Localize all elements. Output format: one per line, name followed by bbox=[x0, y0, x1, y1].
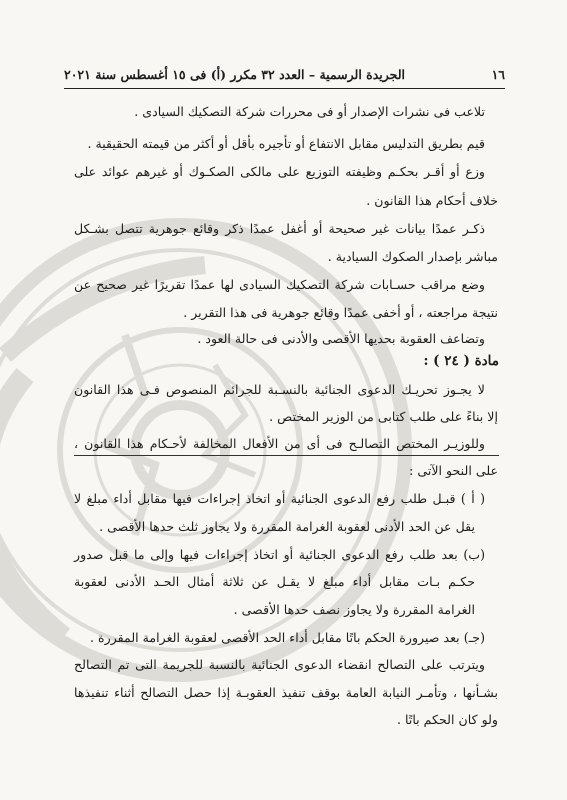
list-item-b: (ب) بعد طلب رفع الدعوى الجنائية أو اتخاذ إجراءات فيها وإلى ما قبل صدور bbox=[74, 547, 485, 562]
text-line: بشـأنها ، وتأمـر النيابة العامة بوقف تنفيذ العقوبـة إذا حصل التصالح أثناء تنفيذها bbox=[74, 685, 498, 700]
list-item-b-cont: حكـم بـات مقابل أداء مبلغ لا يقـل عن ثلاثة أمثال الحـد الأدنى لعقوبة bbox=[74, 574, 475, 589]
text-line: تلاعب فى نشرات الإصدار أو فى محررات شركة التصكيك السيادى . bbox=[134, 104, 485, 119]
article-heading: مادة ( ٢٤ ) : bbox=[423, 353, 499, 369]
list-item-c: (جـ) بعد صيرورة الحكم باتًا مقابل أداء الحد الأقصى لعقوبة الغرامة المقررة . bbox=[90, 630, 485, 645]
text-line: ويترتب على التصالح انقضاء الدعوى الجنائية بالنسبة للجريمة التى تم التصالح bbox=[74, 657, 485, 672]
text-line: نتيجة مراجعته ، أو أخفى عمدًا وقائع جوهرية فى هذا التقرير . bbox=[183, 305, 498, 320]
header-title: الجريدة الرسمية – العدد ٣٢ مكرر (أ) فى ١٥ أغسطس سنة ٢٠٢١ bbox=[64, 66, 406, 82]
text-line: قيم بطريق التدليس مقابل الانتفاع أو تأجيره بأقل أو أكثر من قيمته الحقيقية . bbox=[87, 136, 485, 151]
text-line: لا يجـوز تحريـك الدعوى الجنائية بالنسـبة للجرائم المنصوص فـى هذا القانون bbox=[74, 382, 485, 397]
text-line: وضع مراقب حسـابات شركة التصكيك السيادى لها عمدًا تقريرًا غير صحيح عن bbox=[74, 277, 485, 292]
text-line: إلا بناءً على طلب كتابى من الوزير المختص . bbox=[269, 409, 498, 424]
header-page-number: ١٦ bbox=[491, 66, 505, 82]
list-item-a-cont: يقل عن الحد الأدنى لعقوبة الغرامة المقررة ولا يجاوز ثلث حدها الأقصى . bbox=[99, 519, 475, 534]
text-line: على النحو الآتى : bbox=[409, 463, 498, 478]
text-line: مباشر بإصدار الصكوك السيادية . bbox=[327, 249, 498, 264]
text-line: ذكـر عمدًا بيانات غير صحيحة أو أغفل عمدًا ذكر وقائع جوهرية تتصل بشـكل bbox=[74, 221, 485, 236]
list-item-b-cont: الغرامة المقررة ولا يجاوز نصف حدها الأقصى . bbox=[233, 602, 475, 617]
text-line: وزع أو أقـر بحكـم وظيفته التوزيع على مالكى الصكـوك أو غيرهم عوائد على bbox=[74, 164, 485, 179]
text-line: خلاف أحكام هذا القانون . bbox=[366, 193, 498, 208]
text-line: وللوزيـر المختص التصالـح فى أى من الأفعال المخالفة لأحـكام هذا القانون ، bbox=[74, 436, 485, 451]
text-line: وتضاعف العقوبة بحديها الأقصى والأدنى فى حالة العود . bbox=[197, 331, 485, 346]
list-item-a: ( أ ) قبـل طلب رفع الدعوى الجنائية أو اتخاذ إجراءات فيها مقابل أداء مبلغ لا bbox=[74, 491, 485, 506]
header-divider bbox=[64, 88, 505, 89]
underline-rule bbox=[74, 455, 499, 456]
page-header bbox=[64, 62, 505, 86]
text-line: ولو كان الحكم باتًا . bbox=[396, 712, 498, 727]
